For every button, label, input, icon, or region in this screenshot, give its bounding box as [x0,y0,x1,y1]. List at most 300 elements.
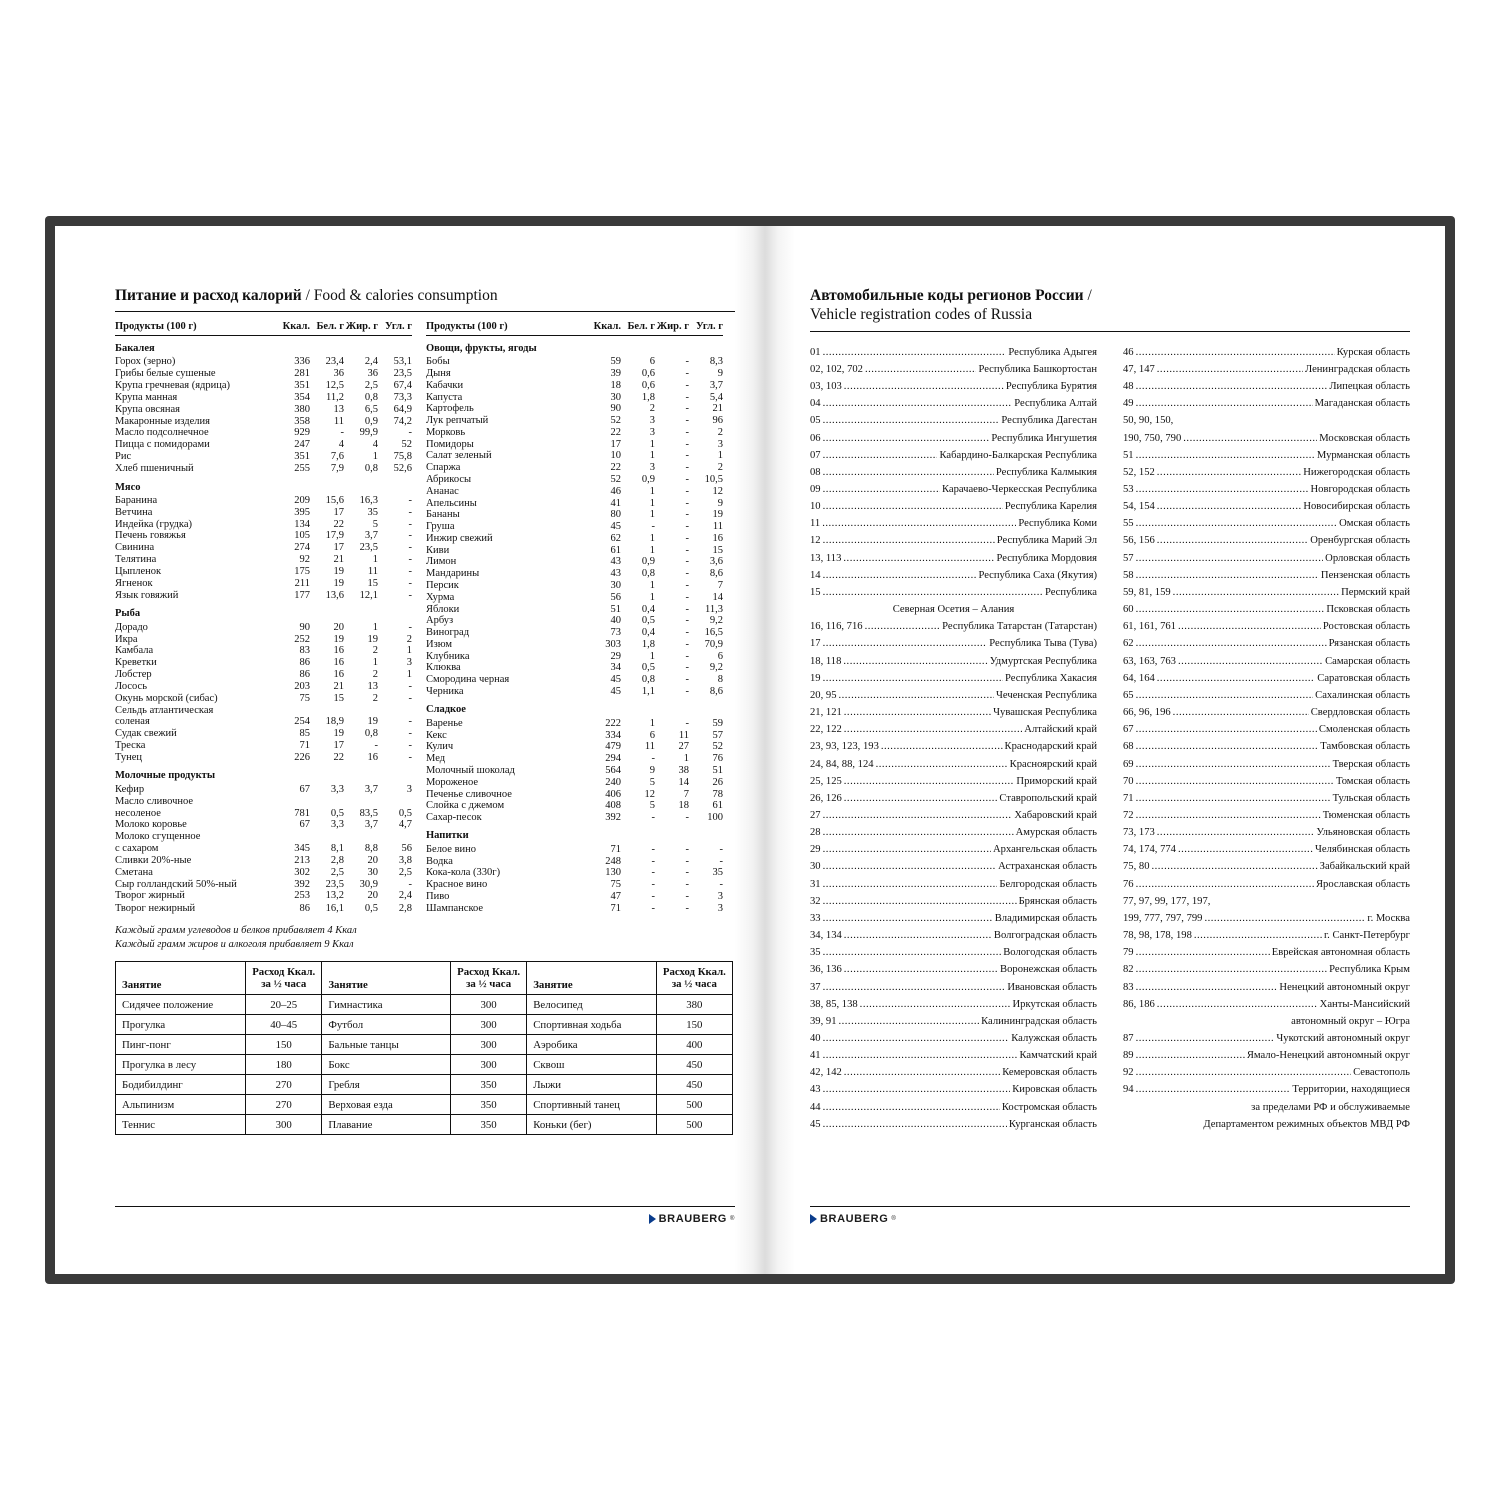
region-code-name: Самарская область [1325,655,1410,667]
food-value: 23,5 [359,542,378,554]
food-value: - [408,566,412,578]
region-code-row [810,567,1097,584]
region-code-name: Орловская область [1325,552,1410,564]
region-code-row [1123,395,1410,412]
region-code-number: 83 [1123,981,1134,993]
food-col-header: Жир. г [655,320,689,335]
food-value: 1,1 [641,686,655,698]
activity-calories: 300 [450,1035,526,1055]
food-value: 0,9 [641,556,655,568]
region-code-leader-dots [1136,447,1315,464]
food-value [310,795,344,807]
region-code-number: 26, 126 [810,792,842,804]
food-value: 3,7 [364,530,378,542]
region-code-row [810,996,1097,1013]
region-code-row [1123,1064,1410,1081]
food-value: - [685,650,689,662]
region-code-row [1123,996,1410,1013]
food-row [115,751,412,763]
food-value: 0,9 [364,415,378,427]
food-row [426,356,723,368]
food-col-header: Продукты (100 г) [115,320,276,335]
region-code-leader-dots [823,944,1002,961]
activity-calories: 300 [450,1055,526,1075]
region-code-name: Сахалинская область [1315,689,1410,701]
food-item-name: Изюм [426,638,453,650]
region-code-number: 03, 103 [810,381,842,393]
food-row [426,474,723,486]
food-value: - [685,890,689,902]
food-group-heading [426,823,723,843]
food-value: 52 [610,415,621,427]
calorie-note-2: Каждый грамм жиров и алкоголя прибавляет 9 Ккал [115,939,354,951]
food-value: 96 [712,415,723,427]
food-row [426,403,723,415]
activity-name: Спортивная ходьба [527,1015,657,1035]
region-code-name: Республика Мордовия [996,552,1097,564]
food-item-name: соленая [115,716,150,728]
food-value: 105 [294,530,310,542]
region-code-number: 16, 116, 716 [810,621,863,633]
region-code-number: 41 [810,1050,821,1062]
food-value: 73 [610,627,621,639]
region-code-column-2 [1123,344,1410,1133]
activity-table [115,961,733,1135]
right-title-ru: Автомобильные коды регионов России [810,287,1084,304]
food-item-name: Рис [115,451,132,463]
food-item-name: Яблоки [426,603,460,615]
activity-name: Коньки (бег) [527,1115,657,1135]
region-code-row [1123,567,1410,584]
food-value: 29 [610,650,621,662]
region-code-name: Ненецкий автономный округ [1279,981,1410,993]
activity-calories: 270 [246,1095,322,1115]
food-value: 36 [333,368,344,380]
food-value: 3 [717,438,723,450]
food-group-label: Бакалея [115,342,155,354]
region-code-row [810,858,1097,875]
region-code-number: 54, 154 [1123,501,1155,513]
region-code-leader-dots [823,841,991,858]
food-row [426,741,723,753]
region-code-leader-dots [823,824,1014,841]
food-value: 0,8 [364,463,378,474]
region-code-name: Карачаево-Черкесская Республика [941,484,1097,495]
food-item-name: Арбуз [426,615,454,627]
region-code-name: Иркутская область [1012,998,1097,1010]
food-value: 30 [610,580,621,591]
food-group-label: Молочные продукты [115,770,216,782]
food-value: - [408,427,412,439]
food-row [115,633,412,645]
food-item-name: Пицца с помидорами [115,439,210,451]
food-item-name: Инжир свежий [426,532,493,544]
food-row [426,556,723,568]
food-value: 67 [299,783,310,795]
food-row [426,729,723,741]
food-item-name: Креветки [115,657,157,669]
food-item-name: Печень говяжья [115,530,186,542]
food-item-name: Печенье сливочное [426,788,512,800]
food-value [276,831,310,843]
region-code-number: 51 [1123,449,1134,461]
region-code-leader-dots [844,927,992,944]
region-code-name: Курганская область [1008,1118,1097,1130]
region-code-leader-dots [1136,807,1321,824]
food-value: 175 [294,566,310,578]
activity-name: Бодибилдинг [116,1075,246,1095]
activity-calories: 350 [450,1115,526,1135]
food-value [378,704,412,716]
food-value: 12 [644,788,655,800]
activity-header-value-line2: за ½ часа [261,978,307,991]
food-value: 6 [649,356,655,368]
food-value: 1 [649,591,655,603]
food-value: 86 [299,902,310,914]
food-value: 3 [649,462,655,474]
food-value: - [685,356,689,368]
food-value: 90 [610,403,621,415]
region-code-name: Приморский край [1016,775,1097,787]
food-value: 52,6 [393,463,412,474]
food-row [115,542,412,554]
region-code-name: Ханты-Мансийский [1319,998,1410,1010]
food-row [426,568,723,580]
region-code-number: 05 [810,415,821,427]
region-code-leader-dots [1157,824,1315,841]
food-value: 1 [649,497,655,509]
region-code-leader-dots [823,481,940,498]
food-value: - [408,494,412,506]
food-value: 30 [367,866,378,878]
region-code-row [1123,876,1410,893]
region-code-name: Тюменская область [1322,809,1410,821]
food-value: 3,3 [330,819,344,831]
food-item-name: Виноград [426,627,470,639]
activity-row [116,1095,733,1115]
food-value: - [374,740,378,752]
food-value [344,704,378,716]
food-row [426,426,723,438]
region-code-row [1123,344,1410,361]
food-value: - [408,577,412,589]
food-item-name: Ветчина [115,506,153,518]
region-code-name: Чеченская Республика [996,689,1097,701]
food-row [426,544,723,556]
food-value: 40 [610,615,621,627]
food-value: 3 [717,890,723,902]
food-value: 23,4 [325,356,344,368]
food-value: - [685,379,689,391]
food-value: 0,4 [641,603,655,615]
food-value: 78 [712,788,723,800]
region-code-name: Республика Тыва (Тува) [989,638,1097,650]
food-value: 19 [367,716,378,728]
region-code-row [810,584,1097,601]
food-item-name: Кекс [426,729,447,741]
region-code-row [810,893,1097,910]
food-value: 1 [649,717,655,729]
food-row [115,380,412,392]
food-value: 12,5 [325,380,344,392]
food-value: 248 [605,855,621,867]
food-value: - [408,680,412,692]
food-value: 3 [406,657,412,669]
brauberg-triangle-icon-right [810,1214,817,1224]
food-value: 23,5 [325,878,344,890]
region-code-leader-dots [844,721,1023,738]
food-item-name: Клюква [426,662,461,674]
food-row [115,554,412,566]
region-code-name: Удмуртская Республика [989,655,1097,667]
food-item-name: Салат зеленый [426,450,492,462]
food-item-name: Шампанское [426,902,484,914]
food-value: - [685,415,689,427]
activity-name: Футбол [322,1015,451,1035]
brauberg-logo [649,1213,735,1225]
food-item-name: Бананы [426,509,460,521]
activity-header-name: Занятие [116,962,246,995]
region-code-number: 60 [1123,604,1134,616]
food-value: 19 [712,509,723,521]
food-value [344,831,378,843]
food-value: 7,9 [330,463,344,474]
right-page-content [810,286,1410,1226]
food-value: - [719,855,723,867]
activity-name: Бальные танцы [322,1035,451,1055]
food-item-name: Абрикосы [426,473,472,485]
region-code-leader-dots [823,584,1043,601]
food-row [426,580,723,592]
food-value: 564 [605,764,621,776]
activity-name: Альпинизм [116,1095,246,1115]
region-code-leader-dots [844,961,998,978]
activity-calories: 20–25 [246,995,322,1015]
region-code-row [1123,927,1410,944]
food-value: 0,6 [641,379,655,391]
food-value: 71 [610,902,621,914]
food-item-name: Лобстер [115,669,152,681]
food-value: 351 [294,451,310,463]
food-row [426,485,723,497]
region-code-row [810,361,1097,378]
region-code-leader-dots [860,996,1011,1013]
food-value: 22 [610,426,621,438]
food-value: 12,1 [359,589,378,601]
food-row [115,621,412,633]
food-value: - [408,554,412,566]
activity-row [116,1015,733,1035]
food-row [426,879,723,891]
food-item-name: Хурма [426,591,455,603]
food-value: 134 [294,518,310,530]
food-row [426,788,723,800]
food-row [426,674,723,686]
region-code-name: Северная Осетия – Алания [892,604,1015,616]
food-value: - [685,662,689,674]
left-page-brand [115,1211,735,1229]
food-row [115,530,412,542]
food-value: 336 [294,356,310,368]
food-row [426,450,723,462]
region-code-number: 58 [1123,569,1134,581]
region-code-leader-dots [823,532,995,549]
food-value: 1,8 [641,638,655,650]
region-code-number: 01 [810,346,821,358]
region-code-row [1123,961,1410,978]
right-page-title [810,286,1410,325]
region-code-leader-dots [1136,601,1325,618]
food-value: - [719,843,723,855]
food-value: 13 [333,403,344,415]
brand-name-right: BRAUBERG [820,1213,889,1225]
food-value: 2 [406,633,412,645]
region-code-number: 199, 777, 797, 799 [1123,912,1203,924]
region-code-name: Свердловская область [1310,707,1410,719]
food-table-header-row [426,320,723,335]
region-code-name: Республика Калмыкия [995,466,1097,478]
food-value: 2 [717,426,723,438]
region-code-leader-dots [843,653,987,670]
food-value: 85 [299,728,310,740]
food-item-name: Белое вино [426,843,477,855]
food-value: 17 [333,740,344,752]
food-item-name: Сметана [115,866,153,878]
food-value: 14 [712,591,723,603]
region-code-name: Псковская область [1326,604,1410,616]
food-value: 56 [401,843,412,855]
food-item-name: Икра [115,633,138,645]
food-row [426,891,723,903]
region-code-name: г. Москва [1367,912,1410,924]
food-value: - [719,879,723,891]
activity-name: Гимнастика [322,995,451,1015]
food-table-column-1 [115,320,412,914]
region-code-name: Кабардино-Балкарская Республика [939,449,1097,461]
food-group-label: Напитки [426,830,469,842]
food-item-name: Красное вино [426,879,488,891]
food-value: 52 [401,439,412,451]
food-value: 15 [333,692,344,704]
food-item-name: Слойка с джемом [426,800,505,812]
food-value: 3,3 [330,783,344,795]
food-tables [115,320,735,914]
region-code-name: Ростовская область [1322,621,1410,633]
region-code-number: 55 [1123,518,1134,530]
food-value: 1 [649,650,655,662]
food-value: 35 [712,867,723,879]
region-code-name: Саратовская область [1317,672,1410,684]
region-code-leader-dots [1136,961,1328,978]
food-value: 1 [649,509,655,521]
food-item-name: Сливки 20%-ные [115,854,192,866]
activity-calories: 150 [246,1035,322,1055]
food-value: 8,6 [709,568,723,580]
region-code-row [810,344,1097,361]
food-value: 86 [299,657,310,669]
food-value: 3,7 [364,783,378,795]
region-code-row [810,1099,1097,1116]
region-code-name: Ставропольский край [999,792,1097,804]
region-code-name: Костромская область [1001,1101,1097,1113]
food-value: 354 [294,391,310,403]
food-value: 4,7 [398,819,412,831]
region-code-row [1123,635,1410,652]
food-value: 21 [333,554,344,566]
food-item-name: Крупа гречневая (ядрица) [115,380,231,392]
food-value: 3,7 [709,379,723,391]
food-value: 52 [712,741,723,753]
food-group-heading [115,763,412,783]
region-code-leader-dots [823,464,994,481]
region-code-name: Республика Саха (Якутия) [978,569,1097,581]
region-code-number: 38, 85, 138 [810,998,858,1010]
region-code-name: Республика Марий Эл [996,535,1097,547]
food-value: 64,9 [393,403,412,415]
food-value [344,795,378,807]
activity-header-value-line1: Расход Ккал. [252,965,316,978]
food-value: 7 [683,788,689,800]
region-code-number: 35 [810,947,821,959]
region-code-name: Челябинская область [1315,844,1410,856]
food-value: 43 [610,568,621,580]
food-group-label: Рыба [115,608,141,620]
food-value: 1 [372,451,378,463]
food-value: 345 [294,843,310,855]
food-value: 20 [333,621,344,633]
region-code-name: Воронежская область [1000,964,1097,976]
food-item-name: Дорадо [115,621,148,633]
food-row [426,843,723,855]
food-group-heading [115,335,412,356]
food-value: - [685,509,689,521]
food-value: 67 [299,819,310,831]
food-value: 9 [649,764,655,776]
region-code-row [1123,550,1410,567]
food-value: 80 [610,509,621,521]
region-code-leader-dots [1173,704,1309,721]
food-value: 2,4 [398,890,412,902]
food-value: 11 [367,566,378,578]
food-row [426,615,723,627]
food-row [426,717,723,729]
food-value: 19 [333,577,344,589]
region-code-row [810,979,1097,996]
region-code-name: Краснодарский край [1004,741,1097,753]
food-value: 781 [294,807,310,819]
food-value: 1 [406,669,412,681]
food-value: 0,5 [364,902,378,914]
region-code-number: 17 [810,638,821,650]
region-code-leader-dots [1136,550,1324,567]
food-item-name: Кабачки [426,379,464,391]
region-code-name: Ярославская область [1315,878,1410,890]
food-group-heading [426,335,723,356]
food-row [426,603,723,615]
food-item-name: Масло сливочное [115,795,194,807]
region-code-row [1123,1047,1410,1064]
region-code-number: 02, 102, 702 [810,363,863,375]
food-value [276,704,310,716]
region-code-leader-dots [844,704,991,721]
activity-calories: 380 [656,995,732,1015]
food-value: 929 [294,427,310,439]
region-code-row [810,738,1097,755]
region-code-number: 75, 80 [1123,861,1150,873]
food-item-name: Крупа овсяная [115,403,181,415]
region-code-number: 19 [810,672,821,684]
food-value: 39 [610,367,621,379]
